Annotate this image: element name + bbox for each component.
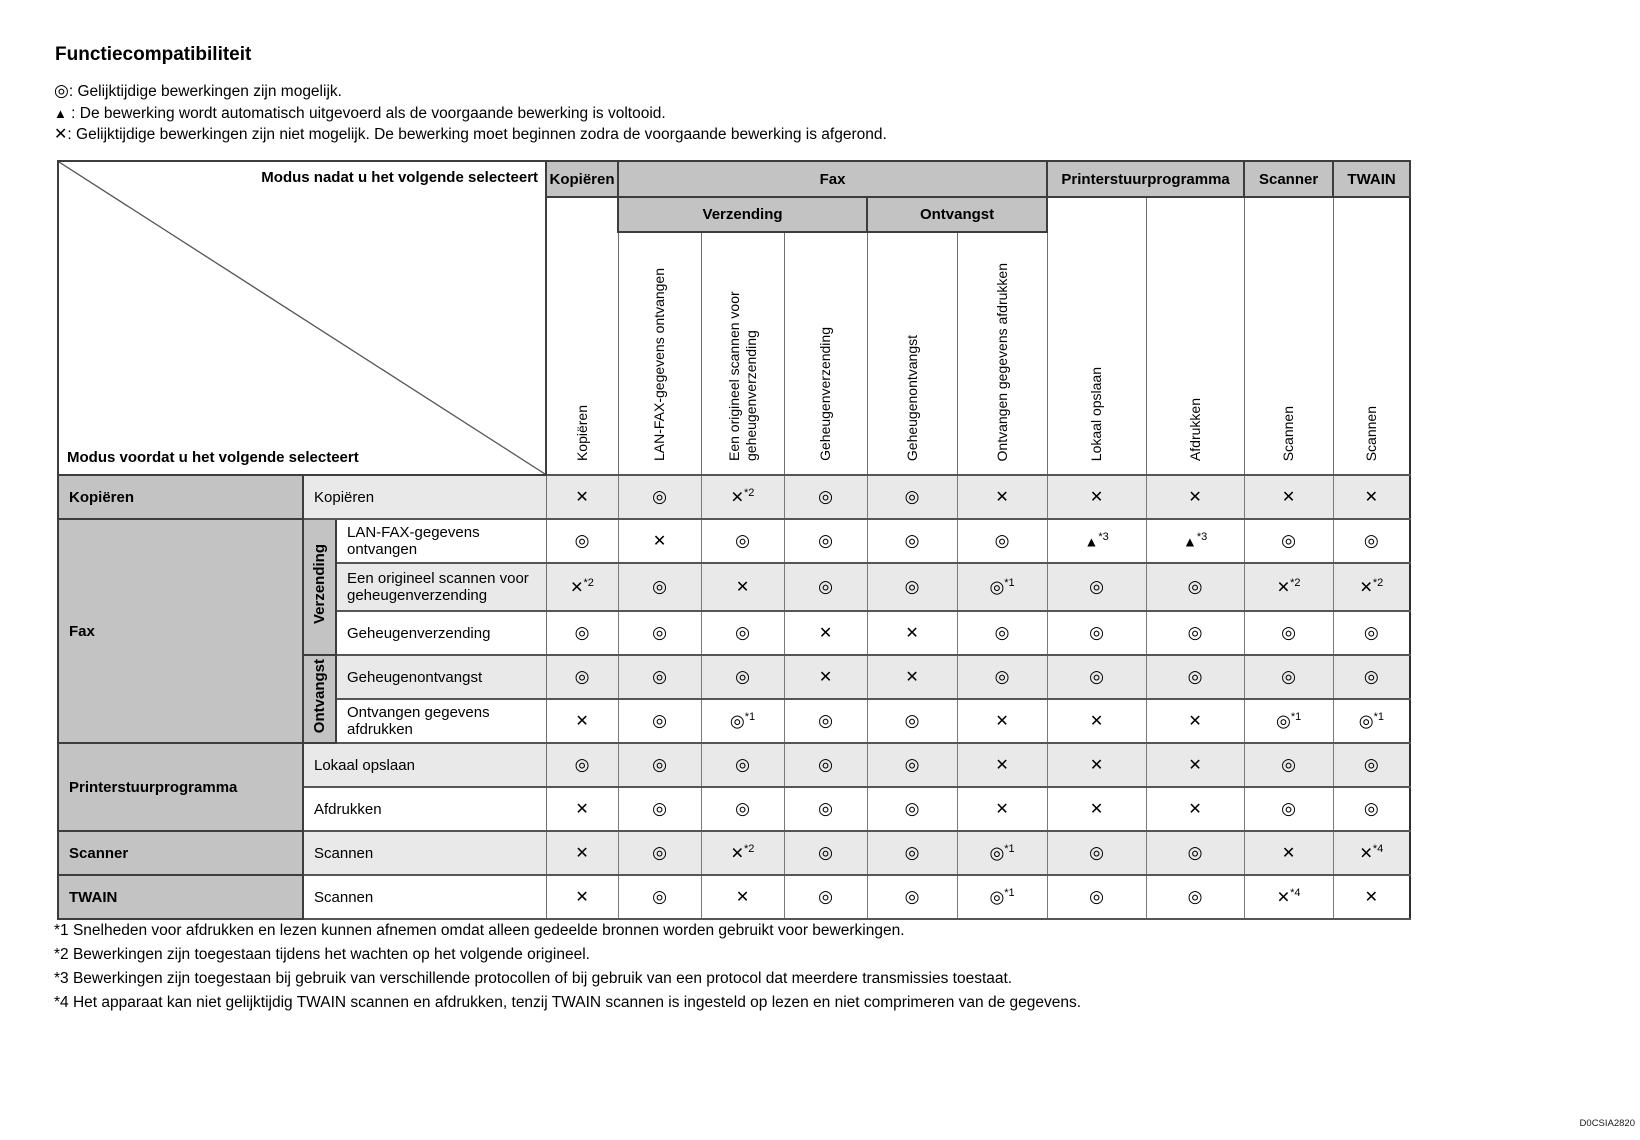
cell-symbol: ▲	[1182, 533, 1197, 550]
footnote-marker: *2	[583, 576, 594, 589]
matrix-cell	[1146, 699, 1244, 743]
column-header-label: Geheugenverzending	[817, 327, 834, 461]
matrix-cell	[1333, 699, 1410, 743]
matrix-cell	[1146, 787, 1244, 831]
row-label: Scannen	[303, 875, 546, 919]
matrix-cell	[1244, 655, 1333, 699]
matrix-cell	[1146, 519, 1244, 563]
cell-symbol: ◎	[1281, 755, 1297, 774]
matrix-cell	[1244, 563, 1333, 611]
matrix-cell	[957, 519, 1047, 563]
matrix-cell	[784, 475, 867, 519]
cell-symbol: ✕	[995, 801, 1009, 818]
footnote-line: *2 Bewerkingen zijn toegestaan tijdens het wachten op het volgende origineel.	[54, 946, 590, 963]
matrix-cell	[1146, 831, 1244, 875]
row-subgroup-label: Verzending	[311, 544, 328, 625]
cell-symbol: ◎	[574, 667, 590, 686]
legend-item	[54, 80, 887, 103]
row-label: Lokaal opslaan	[303, 743, 546, 787]
cell-symbol: ✕	[1364, 489, 1379, 506]
matrix-cell	[546, 787, 618, 831]
cell-symbol: ✕	[1359, 845, 1373, 863]
cell-symbol: ◎	[652, 755, 667, 774]
matrix-cell	[546, 475, 618, 519]
matrix-cell	[1333, 611, 1410, 655]
cell-symbol: ◎	[818, 487, 833, 506]
cell-symbol: ✕	[1281, 845, 1296, 862]
cell-symbol: ◎	[818, 577, 833, 596]
row-label: Een origineel scannen voor geheugenverzending	[336, 563, 546, 611]
cell-symbol: ◎	[1187, 623, 1203, 642]
column-header-label: Afdrukken	[1186, 397, 1203, 461]
matrix-cell	[867, 563, 957, 611]
matrix-cell	[701, 875, 784, 919]
cell-symbol: ✕	[1281, 489, 1296, 506]
footnote-marker: *1	[1004, 886, 1015, 899]
cell-symbol: ◎	[574, 755, 590, 774]
matrix-cell	[1244, 743, 1333, 787]
column-header-label: Lokaal opslaan	[1088, 366, 1105, 461]
cell-symbol: ◎	[818, 711, 833, 730]
matrix-cell	[957, 699, 1047, 743]
matrix-cell	[784, 563, 867, 611]
cell-symbol: ✕	[575, 889, 589, 906]
cell-symbol: ◎	[735, 531, 750, 550]
column-header-label: Geheugenontvangst	[903, 334, 920, 461]
matrix-cell	[701, 743, 784, 787]
column-group-header: Fax	[618, 161, 1047, 197]
row-label: LAN-FAX-gegevens ontvangen	[336, 519, 546, 563]
cell-symbol: ◎	[1089, 623, 1105, 642]
legend-item	[54, 124, 887, 146]
matrix-cell	[701, 611, 784, 655]
cell-symbol: ◎	[904, 531, 920, 550]
cell-symbol: ✕	[995, 713, 1009, 730]
matrix-cell	[1146, 475, 1244, 519]
row-label: Scannen	[303, 831, 546, 875]
column-header-label: Kopiëren	[573, 404, 590, 461]
cell-symbol: ◎	[1363, 667, 1379, 686]
cell-symbol: ◎	[735, 799, 750, 818]
matrix-cell	[618, 475, 701, 519]
cell-symbol: ✕	[575, 801, 589, 818]
cell-symbol: ◎	[994, 667, 1010, 686]
cell-symbol: ✕	[1276, 579, 1291, 597]
cell-symbol: ◎	[818, 799, 833, 818]
matrix-cell	[1047, 519, 1146, 563]
cell-symbol: ◎	[994, 531, 1010, 550]
matrix-cell	[618, 787, 701, 831]
matrix-cell	[784, 519, 867, 563]
matrix-cell	[1047, 563, 1146, 611]
column-subgroup-header: Ontvangst	[867, 197, 1047, 232]
footnote-line: *1 Snelheden voor afdrukken en lezen kunnen afnemen omdat alleen gedeelde bronnen worden gebruikt voor bewerkingen.	[54, 922, 905, 939]
footnote-marker: *1	[1004, 842, 1015, 855]
footnote-marker: *2	[744, 842, 755, 855]
row-group-header: Kopiëren	[58, 475, 303, 519]
matrix-cell	[618, 699, 701, 743]
row-group-header: Printerstuurprogramma	[58, 743, 303, 831]
column-group-header: Scanner	[1244, 161, 1333, 197]
matrix-cell	[546, 563, 618, 611]
legend-item	[54, 103, 887, 125]
matrix-cell	[546, 831, 618, 875]
cell-symbol: ◎	[1089, 577, 1105, 596]
cell-symbol: ◎	[1363, 623, 1379, 642]
table-header	[58, 161, 1410, 475]
cell-symbol: ✕	[1188, 713, 1202, 730]
cell-symbol: ◎	[904, 711, 920, 730]
cell-symbol: ◎	[1281, 799, 1297, 818]
cell-symbol: ◎	[818, 755, 833, 774]
column-header-label: LAN-FAX-gegevens ontvangen	[651, 267, 668, 461]
cell-symbol: ◎	[652, 711, 667, 730]
matrix-cell	[701, 655, 784, 699]
matrix-cell	[1047, 787, 1146, 831]
matrix-cell	[957, 475, 1047, 519]
cell-symbol: ◎	[574, 623, 590, 642]
footnote-line: *4 Het apparaat kan niet gelijktijdig TWAIN scannen en afdrukken, tenzij TWAIN scannen is ingesteld op lezen en niet comprimeren van de gegevens.	[54, 994, 1082, 1011]
matrix-cell	[1047, 743, 1146, 787]
column-header-label: Een origineel scannen voor geheugenverzending	[725, 291, 759, 461]
matrix-cell	[1244, 519, 1333, 563]
matrix-cell	[701, 831, 784, 875]
legend-text: : Gelijktijdige bewerkingen zijn mogelijk.	[68, 83, 342, 100]
matrix-cell	[784, 611, 867, 655]
row-subgroup-label: Ontvangst	[311, 659, 328, 734]
cell-symbol: ✕	[1089, 489, 1104, 506]
cell-symbol: ✕	[1359, 579, 1373, 597]
matrix-cell	[1333, 655, 1410, 699]
footnotes	[54, 919, 1081, 1015]
cell-symbol: ◎	[735, 755, 750, 774]
matrix-cell	[1047, 655, 1146, 699]
matrix-cell	[1047, 611, 1146, 655]
matrix-cell	[701, 787, 784, 831]
cell-symbol: ◎	[1089, 843, 1105, 862]
cell-symbol: ✕	[905, 625, 919, 642]
column-header	[546, 197, 618, 475]
column-group-header: TWAIN	[1333, 161, 1410, 197]
cell-symbol: ◎	[989, 577, 1005, 597]
cell-symbol: ✕	[818, 625, 833, 642]
matrix-cell	[701, 519, 784, 563]
matrix-cell	[867, 743, 957, 787]
mode-before-label: Modus voordat u het volgende selecteert	[67, 449, 359, 466]
matrix-cell	[867, 831, 957, 875]
cell-symbol: ◎	[1363, 531, 1379, 550]
cell-symbol: ✕	[575, 845, 589, 862]
column-header	[1333, 197, 1410, 475]
matrix-cell	[1047, 875, 1146, 919]
row-label: Geheugenontvangst	[336, 655, 546, 699]
cell-symbol: ✕	[995, 757, 1009, 774]
cell-symbol: ◎	[904, 799, 920, 818]
matrix-cell	[1244, 699, 1333, 743]
column-header	[867, 232, 957, 475]
row-subgroup-header	[303, 519, 336, 655]
matrix-cell	[618, 875, 701, 919]
matrix-cell	[784, 787, 867, 831]
table-row	[58, 519, 1410, 563]
matrix-cell	[867, 475, 957, 519]
footnote-marker: *1	[744, 710, 756, 723]
matrix-cell	[618, 655, 701, 699]
footnote-marker: *2	[1372, 576, 1384, 589]
cell-symbol: ◎	[818, 887, 833, 906]
cell-symbol: ◎	[1187, 843, 1203, 862]
matrix-cell	[1146, 875, 1244, 919]
cell-symbol: ✕	[652, 533, 667, 550]
symbol-legend	[54, 80, 887, 146]
matrix-cell	[867, 519, 957, 563]
matrix-cell	[867, 655, 957, 699]
cell-symbol: ◎	[1089, 887, 1105, 906]
header-row-groups	[58, 161, 1410, 197]
column-header	[701, 232, 784, 475]
cell-symbol: ◎	[904, 577, 920, 596]
cell-symbol: ✕	[575, 713, 589, 730]
footnote-marker: *2	[744, 486, 755, 499]
matrix-cell	[1333, 519, 1410, 563]
matrix-cell	[701, 563, 784, 611]
row-label: Afdrukken	[303, 787, 546, 831]
cell-symbol: ◎	[818, 531, 833, 550]
matrix-cell	[784, 831, 867, 875]
cell-symbol: ✕	[1089, 801, 1104, 818]
table-row	[58, 743, 1410, 787]
column-header-label: Ontvangen gegevens afdrukken	[993, 262, 1010, 461]
matrix-cell	[1047, 831, 1146, 875]
row-label: Kopiëren	[303, 475, 546, 519]
cell-symbol: ✕	[1188, 801, 1202, 818]
footnote-marker: *4	[1372, 842, 1384, 855]
matrix-cell	[1333, 831, 1410, 875]
matrix-cell	[957, 743, 1047, 787]
cell-symbol: ◎	[1275, 711, 1291, 731]
footnote-line: *3 Bewerkingen zijn toegestaan bij gebruik van verschillende protocollen of bij gebruik van een protocol dat meerdere transmissies toestaat.	[54, 970, 1013, 987]
cell-symbol: ▲	[1084, 533, 1099, 550]
matrix-cell	[957, 563, 1047, 611]
legend-symbol-icon: ✕	[54, 126, 68, 143]
cell-symbol: ◎	[904, 887, 920, 906]
cell-symbol: ✕	[570, 579, 584, 597]
row-group-header: TWAIN	[58, 875, 303, 919]
cell-symbol: ◎	[729, 711, 745, 731]
cell-symbol: ◎	[652, 577, 667, 596]
diagonal-line	[59, 162, 545, 474]
column-header	[784, 232, 867, 475]
cell-symbol: ◎	[1281, 667, 1297, 686]
cell-symbol: ◎	[1089, 667, 1105, 686]
cell-symbol: ◎	[1358, 711, 1374, 731]
matrix-cell	[957, 787, 1047, 831]
cell-symbol: ◎	[652, 887, 667, 906]
matrix-cell	[1244, 875, 1333, 919]
row-subgroup-header	[303, 655, 336, 743]
matrix-cell	[1047, 699, 1146, 743]
cell-symbol: ✕	[1089, 757, 1104, 774]
cell-symbol: ◎	[1187, 887, 1203, 906]
cell-symbol: ◎	[1281, 623, 1297, 642]
matrix-cell	[867, 875, 957, 919]
cell-symbol: ◎	[818, 843, 833, 862]
matrix-cell	[957, 831, 1047, 875]
matrix-cell	[1333, 787, 1410, 831]
matrix-cell	[957, 655, 1047, 699]
matrix-cell	[618, 743, 701, 787]
footnote-marker: *3	[1098, 530, 1109, 543]
footnote-marker: *1	[1004, 576, 1015, 589]
table-row	[58, 831, 1410, 875]
matrix-cell	[546, 699, 618, 743]
matrix-cell	[1146, 611, 1244, 655]
column-header	[1244, 197, 1333, 475]
matrix-cell	[784, 699, 867, 743]
matrix-cell	[1146, 655, 1244, 699]
matrix-cell	[701, 475, 784, 519]
column-header-label: Scannen	[1362, 405, 1379, 461]
cell-symbol: ✕	[735, 889, 750, 906]
matrix-cell	[1146, 743, 1244, 787]
compatibility-table	[57, 160, 1411, 920]
matrix-cell	[1244, 611, 1333, 655]
matrix-cell	[546, 611, 618, 655]
cell-symbol: ✕	[1364, 889, 1379, 906]
column-header	[957, 232, 1047, 475]
cell-symbol: ◎	[1281, 531, 1297, 550]
cell-symbol: ◎	[652, 799, 667, 818]
matrix-cell	[618, 519, 701, 563]
table-row	[58, 475, 1410, 519]
matrix-cell	[784, 875, 867, 919]
cell-symbol: ◎	[574, 531, 590, 550]
matrix-cell	[867, 611, 957, 655]
matrix-cell	[546, 875, 618, 919]
footnote-marker: *4	[1290, 886, 1301, 899]
cell-symbol: ✕	[1276, 889, 1291, 907]
matrix-cell	[1047, 475, 1146, 519]
cell-symbol: ✕	[1188, 757, 1202, 774]
column-subgroup-header: Verzending	[618, 197, 867, 232]
matrix-cell	[618, 611, 701, 655]
column-group-header: Printerstuurprogramma	[1047, 161, 1244, 197]
matrix-cell	[1244, 787, 1333, 831]
row-group-header: Fax	[58, 519, 303, 743]
cell-symbol: ✕	[730, 845, 745, 863]
matrix-cell	[618, 831, 701, 875]
cell-symbol: ✕	[735, 579, 750, 596]
cell-symbol: ◎	[904, 843, 920, 862]
footnote-marker: *3	[1196, 530, 1208, 543]
footnote-marker: *1	[1290, 710, 1302, 723]
matrix-cell	[1244, 831, 1333, 875]
column-header	[1146, 197, 1244, 475]
legend-text: : Gelijktijdige bewerkingen zijn niet mogelijk. De bewerking moet beginnen zodra de voorgaande bewerking is afgerond.	[67, 126, 887, 143]
matrix-cell	[546, 655, 618, 699]
cell-symbol: ◎	[1363, 799, 1379, 818]
matrix-cell	[1333, 563, 1410, 611]
row-label: Ontvangen gegevens afdrukken	[336, 699, 546, 743]
cell-symbol: ◎	[652, 843, 667, 862]
doc-code: D0CSIA2820	[1579, 1118, 1635, 1129]
cell-symbol: ◎	[652, 487, 667, 506]
legend-text: : De bewerking wordt automatisch uitgevoerd als de voorgaande bewerking is voltooid.	[66, 104, 666, 122]
column-header-label: Scannen	[1280, 405, 1297, 461]
column-group-header: Kopiëren	[546, 161, 618, 197]
cell-symbol: ◎	[904, 487, 920, 506]
cell-symbol: ◎	[994, 623, 1010, 642]
matrix-cell	[546, 743, 618, 787]
page-title: Functiecompatibiliteit	[55, 44, 252, 65]
matrix-cell	[1333, 743, 1410, 787]
cell-symbol: ◎	[989, 843, 1005, 863]
cell-symbol: ◎	[652, 623, 667, 642]
matrix-cell	[867, 699, 957, 743]
row-group-header: Scanner	[58, 831, 303, 875]
cell-symbol: ◎	[652, 667, 667, 686]
cell-symbol: ✕	[1089, 713, 1104, 730]
cell-symbol: ✕	[1188, 489, 1202, 506]
matrix-cell	[1244, 475, 1333, 519]
matrix-cell	[1333, 875, 1410, 919]
matrix-cell	[1146, 563, 1244, 611]
table-row	[58, 875, 1410, 919]
cell-symbol: ◎	[904, 755, 920, 774]
cell-symbol: ◎	[735, 667, 750, 686]
cell-symbol: ✕	[575, 489, 589, 506]
matrix-cell	[784, 655, 867, 699]
matrix-cell	[701, 699, 784, 743]
matrix-cell	[957, 611, 1047, 655]
table-body	[58, 475, 1410, 919]
matrix-cell	[546, 519, 618, 563]
cell-symbol: ✕	[818, 669, 833, 686]
cell-symbol: ✕	[995, 489, 1009, 506]
footnote-marker: *1	[1373, 710, 1384, 723]
column-header	[1047, 197, 1146, 475]
row-label: Geheugenverzending	[336, 611, 546, 655]
cell-symbol: ◎	[735, 623, 750, 642]
cell-symbol: ◎	[1363, 755, 1379, 774]
cell-symbol: ✕	[730, 489, 745, 507]
cell-symbol: ◎	[989, 887, 1005, 907]
matrix-cell	[1333, 475, 1410, 519]
cell-symbol: ◎	[1187, 667, 1203, 686]
matrix-cell	[784, 743, 867, 787]
matrix-cell	[618, 563, 701, 611]
diagonal-corner-cell	[58, 161, 546, 475]
cell-symbol: ◎	[1187, 577, 1203, 596]
matrix-cell	[957, 875, 1047, 919]
matrix-cell	[867, 787, 957, 831]
cell-symbol: ✕	[905, 669, 919, 686]
legend-symbol-icon: ▲	[54, 105, 67, 121]
mode-after-label: Modus nadat u het volgende selecteert	[261, 169, 539, 186]
legend-symbol-icon: ◎	[54, 81, 69, 100]
column-header	[618, 232, 701, 475]
footnote-marker: *2	[1290, 576, 1301, 589]
